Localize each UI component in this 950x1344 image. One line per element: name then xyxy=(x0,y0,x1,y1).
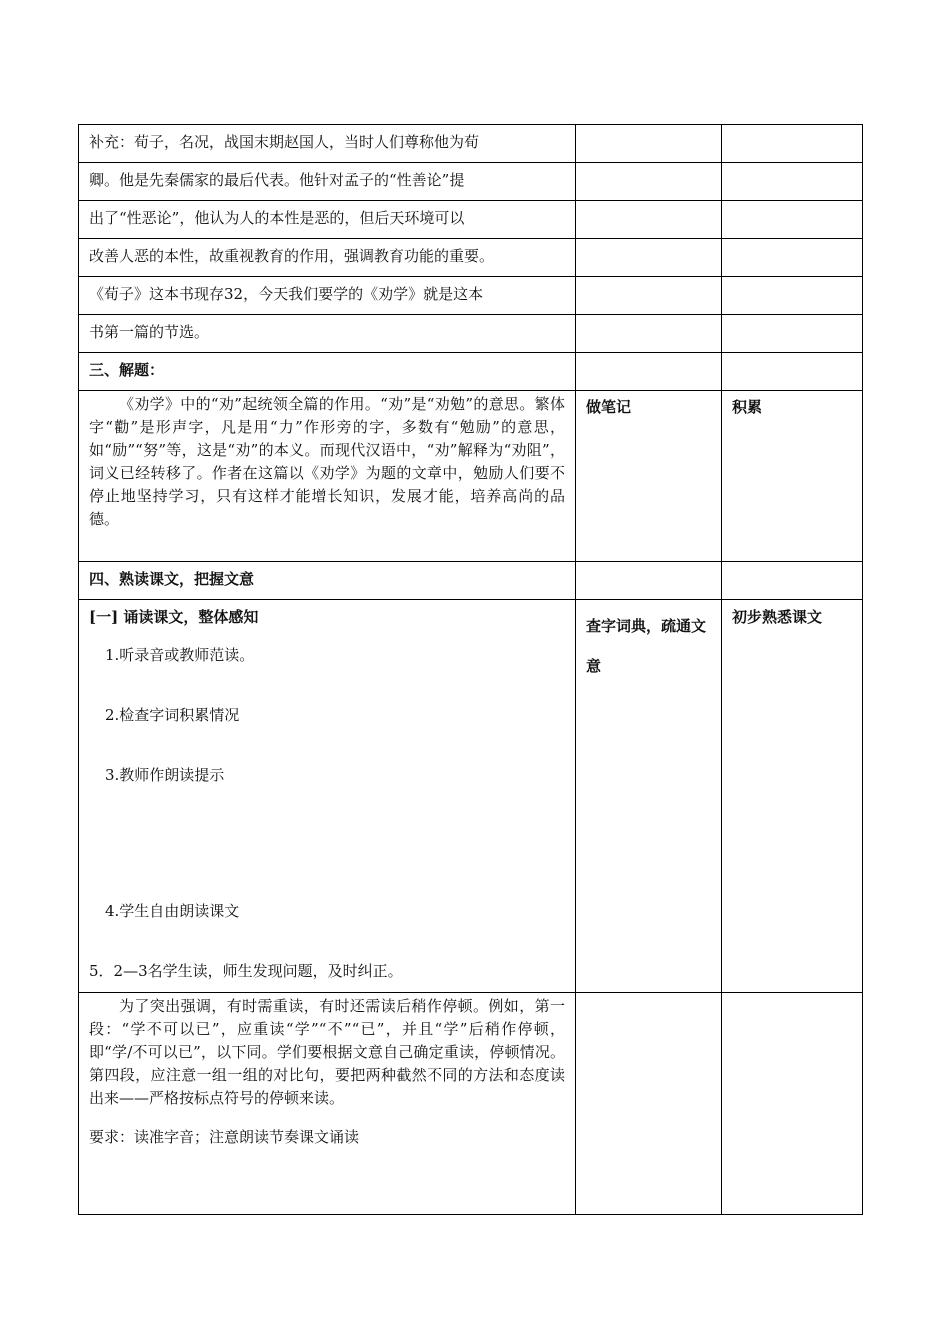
intro-line-1: 补充：荀子，名况，战国末期赵国人，当时人们尊称他为荀 xyxy=(79,125,576,163)
part2-paragraph: 为了突出强调，有时需重读，有时还需读后稍作停顿。例如，第一段：“学不可以已”，应重读“学”“不”“已”，并且“学”后稍作停顿，即“学/不可以已”，以下同。学们要根据文意自己确定重读，停顿情况。第四段，应注意一组一组的对比句，要把两种截然不同的方法和态度读出来——严格按标点符号的停顿来读。 xyxy=(89,997,565,1107)
intro-line-6: 书第一篇的节选。 xyxy=(79,315,576,353)
intro-row xyxy=(79,163,863,201)
intro-line-2: 卿。他是先秦儒家的最后代表。他针对孟子的“性善论”提 xyxy=(79,163,576,201)
part2-row xyxy=(79,993,863,1215)
section4-heading-row xyxy=(79,562,863,600)
empty-cell xyxy=(576,163,722,201)
intro-line-5: 《荀子》这本书现存32，今天我们要学的《劝学》就是这本 xyxy=(79,277,576,315)
section3-accumulate-label: 积累 xyxy=(722,391,863,562)
part1-heading: [一] 诵读课文，整体感知 xyxy=(89,608,259,626)
part1-dictionary-label: 查字词典，疏通文意 xyxy=(576,600,722,993)
intro-line-3: 出了“性恶论”，他认为人的本性是恶的，但后天环境可以 xyxy=(79,201,576,239)
part1-item-2: 2.检查字词积累情况 xyxy=(105,706,240,724)
intro-row xyxy=(79,125,863,163)
empty-cell xyxy=(722,562,863,600)
section3-heading: 三、解题： xyxy=(79,353,576,391)
empty-cell xyxy=(576,125,722,163)
empty-cell xyxy=(576,562,722,600)
empty-cell xyxy=(722,993,863,1215)
empty-cell xyxy=(722,277,863,315)
section4-heading: 四、熟读课文，把握文意 xyxy=(79,562,576,600)
empty-cell xyxy=(576,993,722,1215)
intro-row xyxy=(79,277,863,315)
empty-cell xyxy=(722,353,863,391)
empty-cell xyxy=(576,239,722,277)
part1-item-5: 5．2—3名学生读，师生发现问题，及时纠正。 xyxy=(89,962,403,980)
empty-cell xyxy=(722,239,863,277)
part1-item-3: 3.教师作朗读提示 xyxy=(105,766,225,784)
empty-cell xyxy=(722,163,863,201)
intro-row xyxy=(79,201,863,239)
intro-row xyxy=(79,315,863,353)
lesson-plan-table xyxy=(78,124,863,1215)
empty-cell xyxy=(576,277,722,315)
intro-row xyxy=(79,239,863,277)
section3-content-row xyxy=(79,391,863,562)
empty-cell xyxy=(576,201,722,239)
part1-familiarize-label: 初步熟悉课文 xyxy=(722,600,863,993)
section3-heading-row xyxy=(79,353,863,391)
part2-requirement: 要求：读准字音；注意朗读节奏课文诵读 xyxy=(89,1128,360,1146)
empty-cell xyxy=(722,125,863,163)
section3-paragraph: 《劝学》中的“劝”起统领全篇的作用。“劝”是“劝勉”的意思。繁体字“勸”是形声字，凡是用“力”作形旁的字，多数有“勉励”的意思，如“励”“努”等，这是“劝”的本义。而现代汉语中，“劝”解释为“劝阻”，词义已经转移了。作者在这篇以《劝学》为题的文章中，勉励人们要不停止地坚持学习，只有这样才能增长知识，发展才能，培养高尚的品德。 xyxy=(89,395,565,528)
intro-line-4: 改善人恶的本性，故重视教育的作用，强调教育功能的重要。 xyxy=(79,239,576,277)
empty-cell xyxy=(576,353,722,391)
empty-cell xyxy=(722,315,863,353)
part1-row xyxy=(79,600,863,993)
empty-cell xyxy=(722,201,863,239)
section3-note-label: 做笔记 xyxy=(576,391,722,562)
part1-item-4: 4.学生自由朗读课文 xyxy=(105,902,240,920)
part1-item-1: 1.听录音或教师范读。 xyxy=(105,646,255,664)
empty-cell xyxy=(576,315,722,353)
